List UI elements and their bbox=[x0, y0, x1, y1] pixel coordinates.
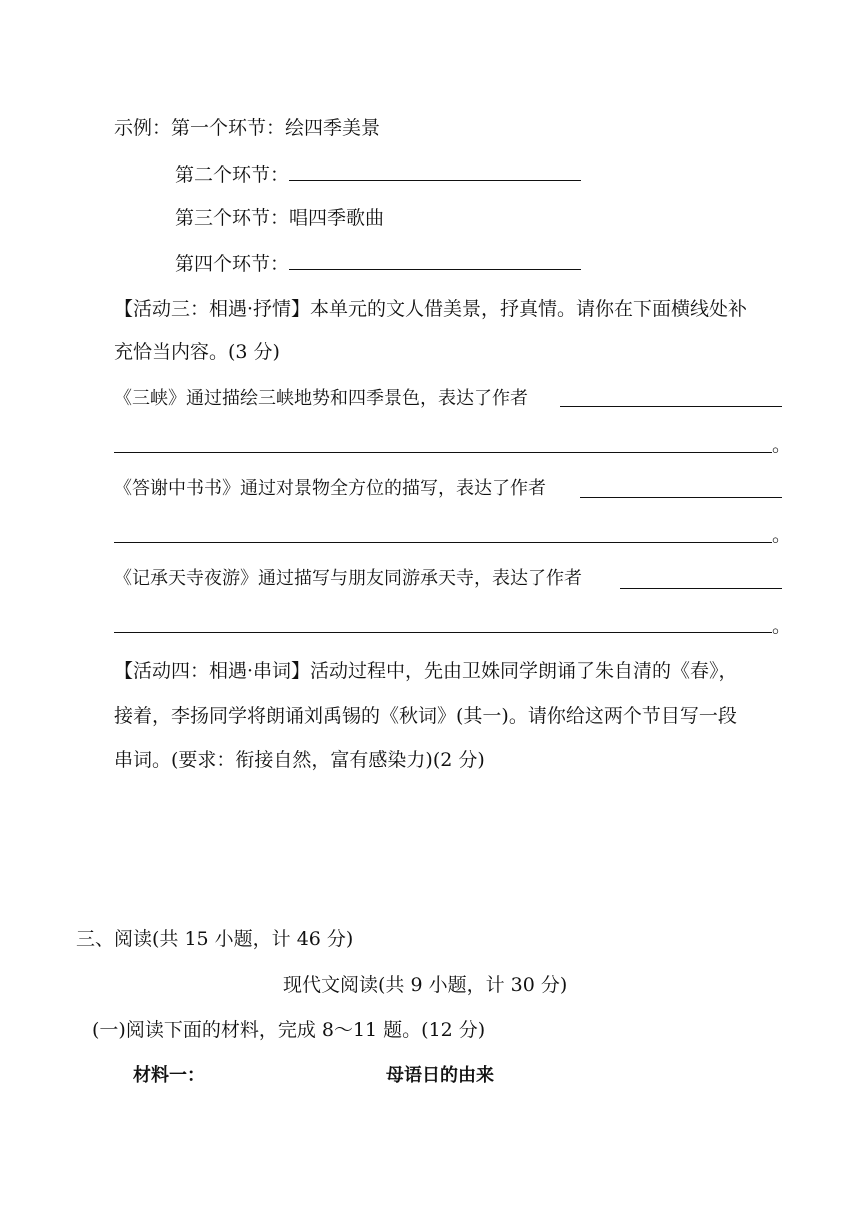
answer-blank[interactable] bbox=[114, 452, 772, 453]
material-label: 材料一： bbox=[133, 1065, 205, 1086]
end-mark: 。 bbox=[772, 615, 792, 637]
answer-blank[interactable] bbox=[289, 251, 581, 270]
answer-blank[interactable] bbox=[114, 632, 772, 633]
activity4-line-1: 【活动四：相遇·串词】活动过程中，先由卫姝同学朗诵了朱自清的《春》， bbox=[114, 660, 738, 682]
answer-blank[interactable] bbox=[580, 497, 782, 498]
example-line-1: 示例：第一个环节：绘四季美景 bbox=[114, 117, 381, 139]
answer-blank[interactable] bbox=[289, 162, 581, 181]
material-title: 母语日的由来 bbox=[386, 1065, 494, 1086]
reading-instruction: (一)阅读下面的材料，完成 8～11 题。(12 分) bbox=[92, 1019, 486, 1041]
activity4-line-2: 接着，李扬同学将朗诵刘禹锡的《秋词》(其一)。请你给这两个节目写一段 bbox=[114, 705, 737, 727]
section-sub-heading: 现代文阅读(共 9 小题，计 30 分) bbox=[283, 974, 568, 996]
section-heading: 三、阅读(共 15 小题，计 46 分) bbox=[76, 928, 354, 950]
example-line-4-label: 第四个环节： bbox=[175, 253, 290, 275]
activity3-line-2: 充恰当内容。(3 分) bbox=[114, 341, 280, 363]
end-mark: 。 bbox=[772, 434, 792, 456]
end-mark: 。 bbox=[772, 524, 792, 546]
example-line-2 bbox=[175, 162, 581, 187]
activity3-question-3: 《记承天寺夜游》通过描写与朋友同游承天寺，表达了作者 bbox=[114, 568, 582, 589]
answer-blank[interactable] bbox=[620, 588, 782, 589]
example-line-2-label: 第二个环节： bbox=[175, 164, 290, 186]
activity3-line-1: 【活动三：相遇·抒情】本单元的文人借美景，抒真情。请你在下面横线处补 bbox=[114, 298, 748, 320]
answer-blank[interactable] bbox=[560, 406, 782, 407]
activity3-question-2: 《答谢中书书》通过对景物全方位的描写，表达了作者 bbox=[114, 478, 546, 499]
answer-blank[interactable] bbox=[114, 542, 772, 543]
example-line-3: 第三个环节：唱四季歌曲 bbox=[175, 207, 385, 229]
activity3-question-1: 《三峡》通过描绘三峡地势和四季景色，表达了作者 bbox=[114, 388, 528, 409]
activity4-line-3: 串词。(要求：衔接自然，富有感染力)(2 分) bbox=[114, 749, 485, 771]
example-line-4 bbox=[175, 251, 581, 276]
